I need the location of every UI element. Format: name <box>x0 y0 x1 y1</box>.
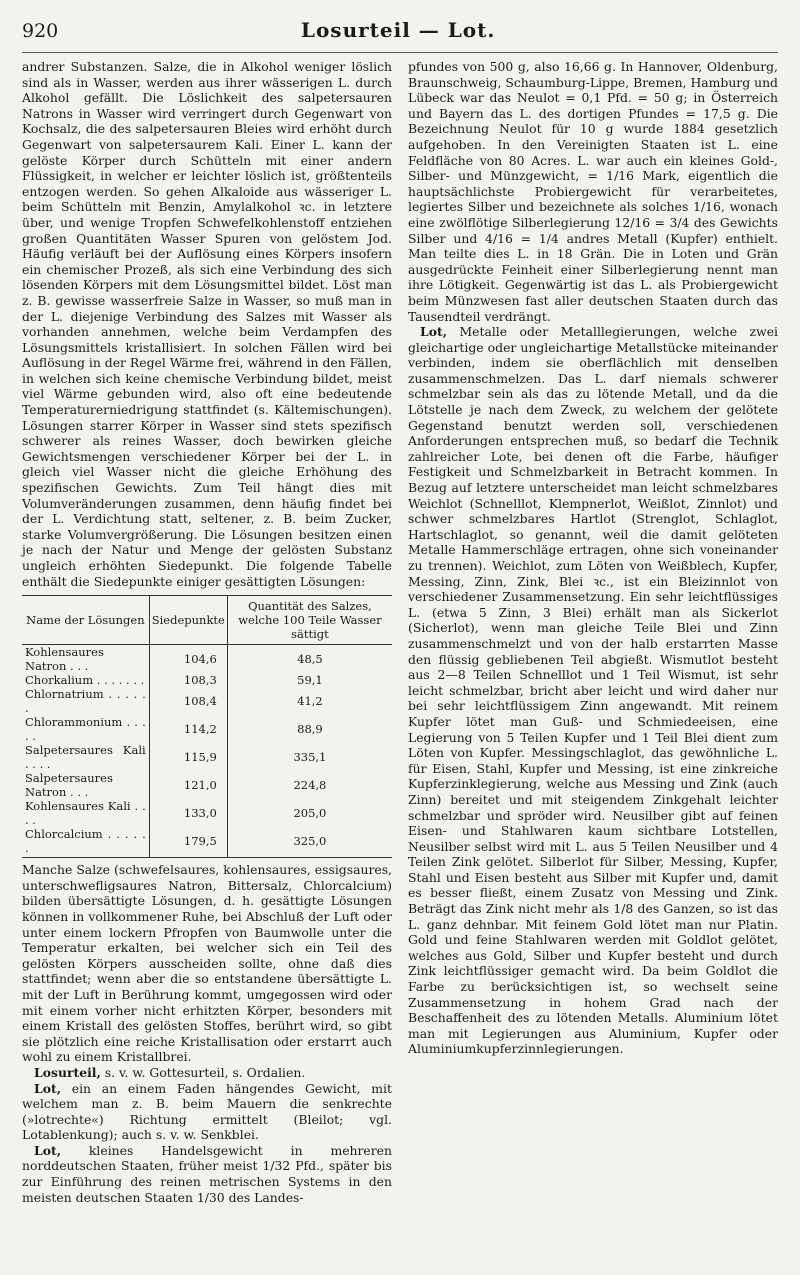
table-cell: Chlorammonium . . . . . <box>25 715 146 744</box>
table-cell: 48,5 <box>297 652 323 667</box>
table-cell: Salpetersaures Kali . . . . <box>25 743 146 772</box>
entry-lemma: Lot, <box>34 1080 62 1096</box>
table-cell: 41,2 <box>297 694 323 709</box>
entry-lot-solder <box>408 324 778 1057</box>
entry-lemma: Losurteil, <box>34 1064 101 1080</box>
table-cell: 325,0 <box>227 827 392 858</box>
table-cell: 114,2 <box>149 715 227 743</box>
table-row <box>22 771 392 799</box>
boiling-point-table <box>22 595 392 858</box>
entry-text: kleines Handelsgewicht in mehreren norddeutschen Staaten, früher meist 1/32 Pfd., später bis zur Einführung des reinen metrischen Systems in den meisten deutschen Staaten 1/30 des Landes- <box>22 1142 392 1205</box>
entry-text: ein an einem Faden hängendes Gewicht, mit welchem man z. B. beim Mauern die senkrechte (»lotrechte«) Richtung ermittelt (Bleilot; vgl. Lotablenkung); auch s. v. w. Senkblei. <box>22 1080 392 1143</box>
entry-lot-plumb <box>22 1081 392 1143</box>
table-cell: 104,6 <box>149 645 227 674</box>
left-column <box>22 59 392 1205</box>
entry-lemma: Lot, <box>34 1142 62 1158</box>
table-cell: 205,0 <box>293 806 327 821</box>
table-cell: 108,3 <box>149 673 227 687</box>
page-header <box>22 18 778 53</box>
table-cell: 88,9 <box>297 722 323 737</box>
table-cell: Chlornatrium . . . . . . <box>25 687 146 716</box>
paragraph-loesung-continued: andrer Substanzen. Salze, die in Alkohol weniger löslich sind als in Wasser, werden aus ihrer wässerigen L. durch Alkohol gefällt. Die Löslichkeit des salpetersauren Natrons in Wasser wird verringert durch Gegenwart von Kochsalz, die des salpetersauren Bleies wird erhöht durch Gegenwart von salpetersaurem Kali. Einer L. kann der gelöste Körper durch Schütteln mit einer andern Flüssigkeit, in welcher er leichter löslich ist, größtenteils entzogen werden. So gehen Alkaloide aus wässeriger L. beim Schütteln mit Benzin, Amylalkohol ꝛc. in letztere über, und wenige Tropfen Schwefelkohlenstoff entziehen großen Quantitäten Wasser Spuren von gelöstem Jod. Häufig verläuft bei der Auflösung eines Körpers insofern ein chemischer Prozeß, als sich eine Verbindung des sich lösenden Körpers mit dem Lösungsmittel bildet. Löst man z. B. gewisse wasserfreie Salze in Wasser, so muß man in der L. diejenige Verbindung des Salzes mit Wasser als vorhanden annehmen, welche beim Verdampfen des Lösungsmittels kristallisiert. In solchen Fällen wird bei Auflösung in der Regel Wärme frei, während in den Fällen, in welchen sich keine chemische Verbindung bildet, meist viel Wärme gebunden wird, also oft eine bedeutende Temperaturerniedrigung stattfindet (s. Kältemischungen). Lösungen starrer Körper in Wasser sind stets spezifisch schwerer als reines Wasser, doch bewirken gleiche Gewichtsmengen verschiedener Körper bei der L. in gleich viel Wasser nicht die gleiche Erhöhung des spezifischen Gewichts. Zum Teil hängt dies mit Volumveränderungen zusammen, denn häufig findet bei der L. Verdichtung statt, seltener, z. B. beim Zucker, starke Volumvergrößerung. Die Lösungen besitzen einen je nach der Natur und Menge der gelösten Substanz ungleich erhöhten Siedepunkt. Die folgende Tabelle enthält die Siedepunkte einiger gesättigten Lösungen: <box>22 59 392 589</box>
table-header-row <box>22 596 392 645</box>
table-cell: 179,5 <box>149 827 227 858</box>
table-cell: 115,9 <box>149 743 227 771</box>
table-cell: 121,0 <box>149 771 227 799</box>
entry-text: Metalle oder Metalllegierungen, welche zwei gleichartige oder ungleichartige Metallstücke miteinander verbinden, indem sie oberflächlich mit denselben zusammenschmelzen. Das L. darf niemals schwerer schmelzbar sein als das zu lötende Metall, und da die Lötstelle je nach dem Zweck, zu welchem der gelötete Gegenstand benutzt werden soll, verschiedenen Anforderungen entsprechen muß, so bedarf die Technik zahlreicher Lote, bei denen oft die Farbe, häufiger Festigkeit und Schmelzbarkeit in Betracht kommen. In Bezug auf letztere unterscheidet man leicht schmelzbares Weichlot (Schnelllot, Klempnerlot, Weißlot, Zinnlot) und schwer schmelzbares Hartlot (Strenglot, Schlaglot, Hartschlaglot, so genannt, weil die damit gelöteten Metalle Hammerschläge ertragen, ohne sich voneinander zu trennen). Weichlot, zum Löten von Weißblech, Kupfer, Messing, Zinn, Zink, Blei ꝛc., ist ein Bleizinnlot von verschiedener Zusammensetzung. Ein sehr leichtflüssiges L. (etwa 5 Zinn, 3 Blei) erhält man als Sickerlot (Sicherlot), wenn man gleiche Teile Blei und Zinn zusammenschmelzt und von der halb erstarrten Masse den flüssig gebliebenen Teil abgießt. Wismutlot besteht aus 2—8 Teilen Schnelllot und 1 Teil Wismut, ist sehr leicht schmelzbar, bricht aber leicht und wird daher nur bei sehr leichtflüssigem Zinn angewandt. Mit reinem Kupfer lötet man Guß- und Schmiedeeisen, eine Legierung von 5 Teilen Kupfer und 1 Teil Blei dient zum Löten von Kupfer. Messingschlaglot, das gewöhnliche L. für Eisen, Stahl, Kupfer und Messing, ist eine zinkreiche Kupferzinklegierung, welche aus Messing und Zink (auch Zinn) bereitet und mit steigendem Zinkgehalt leichter schmelzbar und spröder wird. Neusilber gibt auf feinen Eisen- und Stahlwaren kaum sichtbare Lotstellen, Neusilber selbst wird mit L. aus 5 Teilen Neusilber und 4 Teilen Zink gelötet. Silberlot für Silber, Messing, Kupfer, Stahl und Eisen besteht aus Silber mit Kupfer und, damit es besser fließt, einem Zusatz von Messing und Zink. Beträgt das Zink nicht mehr als 1/8 des Ganzen, so ist das L. ganz dehnbar. Mit feinem Gold lötet man nur Platin. Gold und feine Stahlwaren werden mit Goldlot gelötet, welches aus Gold, Silber und Kupfer besteht und durch Zink leichtflüssiger gemacht wird. Da beim Goldlot die Farbe zu berücksichtigen ist, so wechselt seine Zusammensetzung in hohem Grad nach der Beschaffenheit des zu lötenden Metalls. Aluminium lötet man mit Legierungen aus Aluminium, Kupfer oder Aluminiumkupferzinnlegierungen. <box>408 324 778 1057</box>
running-title: Losurteil — Lot. <box>300 18 496 42</box>
paragraph-lot-weight-continued: pfundes von 500 g, also 16,66 g. In Hannover, Oldenburg, Braunschweig, Schaumburg-Lippe, Bremen, Hamburg und Lübeck war das Neulot = 0,1 Pfd. = 50 g; in Österreich und Bayern das L. des dortigen Pfundes = 17,5 g. Die Bezeichnung Neulot für 10 g wurde 1884 gesetzlich aufgehoben. In den Vereinigten Staaten ist L. eine Feldfläche von 80 Acres. L. war auch ein kleines Gold-, Silber- und Münzgewicht, = 1/16 Mark, eigentlich die hauptsächlichste Probiergewicht für verarbeitetes, legiertes Silber und bezeichnete als solches 1/16, wonach eine zwölflötige Silberlegierung 12/16 = 3/4 des Gewichts Silber und 4/16 = 1/4 andres Metall (Kupfer) enthielt. Man teilte dies L. in 18 Grän. Die in Loten und Grän ausgedrückte Feinheit einer Silberlegierung nennt man ihre Lötigkeit. Gegenwärtig ist das L. als Probiergewicht beim Münzwesen fast aller deutschen Staaten durch das Tausendteil verdrängt. <box>408 59 778 324</box>
table-row <box>22 673 392 687</box>
table-header-quantity: Quantität des Salzes, welche 100 Teile Wasser sättigt <box>227 596 392 645</box>
table-row <box>22 645 392 674</box>
table-cell: Salpetersaures Natron . . . <box>25 771 113 800</box>
entry-losurteil <box>22 1065 392 1081</box>
table-cell: Kohlensaures Natron . . . <box>25 645 104 674</box>
columns <box>22 59 778 1205</box>
table-cell: 133,0 <box>149 799 227 827</box>
table-cell: Kohlensaures Kali . . . . <box>25 799 146 828</box>
table-cell: Chlorcalcium . . . . . . <box>22 827 149 858</box>
table-cell: 59,1 <box>297 673 323 688</box>
table-cell: Chorkalium . . . . . . . <box>25 673 145 688</box>
table-cell: 108,4 <box>149 687 227 715</box>
table-row <box>22 827 392 858</box>
table-row <box>22 715 392 743</box>
table-row <box>22 743 392 771</box>
table-row <box>22 799 392 827</box>
entry-lemma: Lot, <box>420 324 448 340</box>
table-row <box>22 687 392 715</box>
paragraph-supersaturated: Manche Salze (schwefelsaures, kohlensaures, essigsaures, unterschwefligsaures Natron, Bittersalz, Chlorcalcium) bilden übersättigte Lösungen, d. h. gesättigte Lösungen können in vollkommener Ruhe, bei Abschluß der Luft oder unter einem lockern Pfropfen von Baumwolle unter die Temperatur erkalten, bei welcher sich ein Teil des gelösten Körpers ausscheiden sollte, ohne daß dies stattfindet; wenn aber die so entstandene übersättigte L. mit der Luft in Berührung kommt, umgegossen wird oder mit einem vorher nicht erhitzten Körper, besonders mit einem Kristall des gelösten Stoffes, berührt wird, so gibt sie plötzlich eine reiche Kristallisation oder erstarrt auch wohl zu einem Kristallbrei. <box>22 862 392 1065</box>
table-cell: 224,8 <box>293 778 327 793</box>
table-cell: 335,1 <box>293 750 327 765</box>
table-header-boiling: Siedepunkte <box>149 596 227 645</box>
table-header-name: Name der Lösungen <box>22 596 149 645</box>
entry-lot-weight <box>22 1143 392 1205</box>
right-column <box>408 59 778 1205</box>
page-number: 920 <box>22 20 59 42</box>
entry-text: s. v. w. Gottesurteil, s. Ordalien. <box>100 1064 306 1080</box>
